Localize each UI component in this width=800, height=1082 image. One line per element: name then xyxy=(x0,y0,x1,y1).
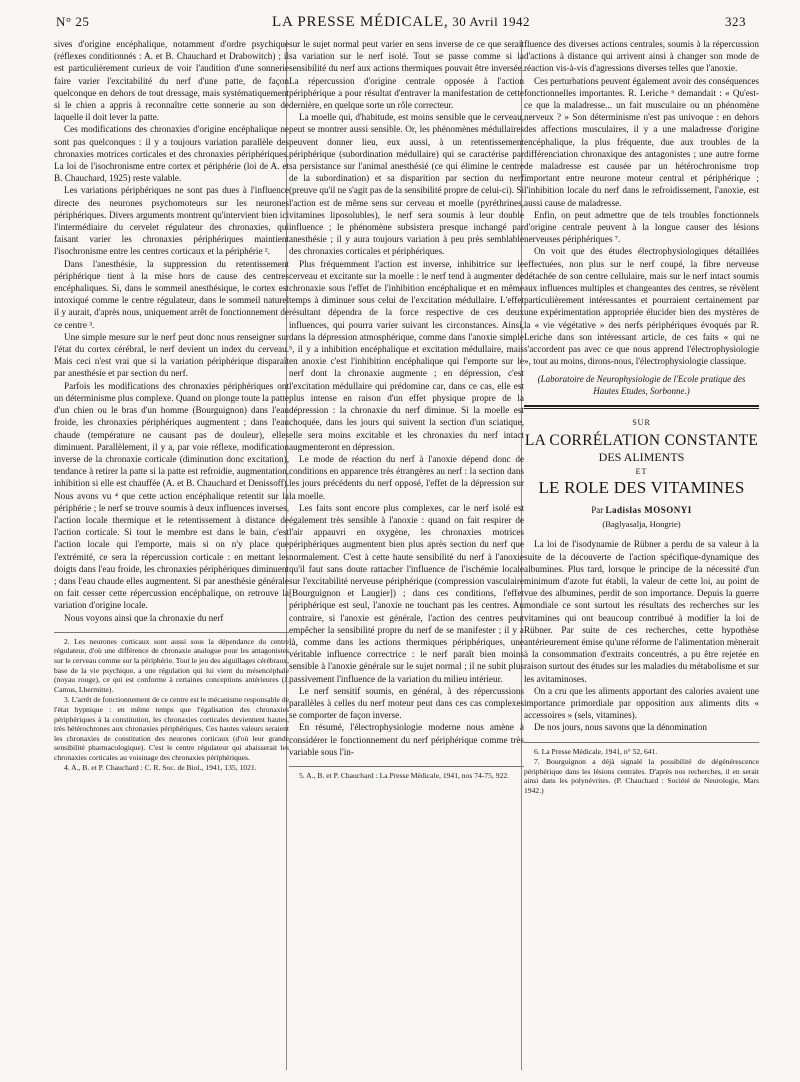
article-separator xyxy=(524,405,759,409)
paragraph: On voit que des études électrophysiologiques détaillées effectuées, non plus sur le nerf coupé, la fibre nerveuse détachée de son centre cellulaire, mais sur le nerf intact soumis aux influences multiples et changeantes des centres, se révèlent particulièrement intéressantes et pourraient certainement par une expérimentation appropriée élucider bien des mystères de la « vie végétative » des nerfs périphériques évoqués par R. Leriche dans son intéressant article, de ces faits « qui ne s'accordent pas avec ce que nous apprend l'électrophysiologie », tout au moins, dirons-nous, l'électrophysiologie classique. xyxy=(524,246,759,367)
paragraph: Les variations périphériques ne sont pas dues à l'influence directe des neurones psychomoteurs sur les neurones périphériques. Divers arguments montrent qu'intervient bien ici l'intermédiaire du cervelet régulateur des chronaxies, qui faisant varier les chronaxies périphériques maintient l'isochronisme entre les centres corticaux et la périphérie ². xyxy=(54,185,289,257)
footnote: 4. A., B. et P. Chauchard : C. R. Soc. de Biol., 1941, 135, 1021. xyxy=(64,763,257,773)
paragraph: Une simple mesure sur le nerf peut donc nous renseigner sur l'état du cortex cérébral, le nerf devient un index du cerveau. Mais ceci n'est vrai que si la variation périphérique disparaît par anesthésie et par section du nerf. xyxy=(54,331,289,379)
paragraph: Enfin, on peut admettre que de tels troubles fonctionnels d'origine centrale peuvent à la longue causer des lésions nerveuses périphériques ⁷. xyxy=(524,209,759,245)
footnotes xyxy=(524,742,759,796)
paragraph: La loi de l'isodynamie de Rübner a perdu de sa valeur à la suite de la découverte de l'action spécifique-dynamique des albumines. Plus tard, lorsque le principe de la nécessité d'un minimum d'azote fut établi, la valeur de cette loi, au point de vue des albumines, perdit de son importance. Depuis la guerre mondiale ce sont surtout les résultats des recherches sur les vitamines qui ont beaucoup contribué à modifier la loi de Rübner. Par suite de ces recherches, cette hypothèse antérieurement émise qu'une réforme de l'alimentation mènerait à la consommation d'extraits concentrés, a pu être rejetée en raison surtout des études sur les maladies du métabolisme et sur les avitaminoses. xyxy=(524,539,759,684)
paragraph: fluence des diverses actions centrales, soumis à la répercussion d'actions à distance qui arrivent ainsi à changer son mode de réaction vis-à-vis d'agressions diverses telles que l'anoxie. xyxy=(524,39,759,74)
paragraph: Dans l'anesthésie, la suppression du retentissement périphérique tient à la mise hors de cause des centres encéphaliques. Si, dans le sommeil anesthésique, le cortex est intoxiqué comme le centre régulateur, dans le sommeil naturel il y aurait, d'après nous, uniquement arrêt de fonctionnement de ce centre ³. xyxy=(54,258,289,330)
article-heading xyxy=(524,417,759,530)
column-2 xyxy=(289,38,524,782)
paragraph: Le mode de réaction du nerf à l'anoxie dépend donc de conditions en apparence très étrangères au nerf : la section dans les jours précédents du nerf opposé, l'effet de la dépression sur la moelle. xyxy=(289,453,524,501)
paragraph: On a cru que les aliments apportant des calories avaient une importance primordiale par opposition aux aliments dits « accessoires » (sels, vitamines). xyxy=(524,685,759,721)
paragraph: Les faits sont encore plus complexes, car le nerf isolé est également très sensible à l'anoxie : quand on fait respirer de l'air appauvri en oxygène, les chronaxies motrices périphériques augmentent bien plus après section du nerf que normalement. C'est à cette haute sensibilité du nerf à l'anoxie qu'il faut sans doute rattacher l'influence de l'ischémie locale sur l'excitabilité nerveuse périphérique (compression vasculaire [Bourguignon et Laugier]) ; dans ces conditions, l'effet périphérique est seul, l'anoxie ne touchant pas les centres. Au contraire, si l'anoxie est générale, l'action des centres peut empêcher la sensibilité propre du nerf de se manifester ; il y a là, comme dans les actions thermiques périphériques, une véritable influence correctrice : le nerf paraît bien moins sensible à l'anoxie générale sur le sujet normal ; il ne subit plus passivement l'influence de la variation du milieu intérieur. xyxy=(289,502,524,684)
paragraph: Parfois les modifications des chronaxies périphériques ont un déterminisme plus complexe. Quand on plonge toute la patte d'un chien ou le bras d'un homme (Bourguignon) dans l'eau froide, les chronaxies périphériques augmentent ; dans l'eau chaude (température ne causant pas de douleur), elles diminuent. Parallèlement, il y a, par voie réflexe, modification inverse de la chronaxie corticale (diminution donc excitation), tendance à retirer la patte si la patte est refroidie, augmentation, inhibition si elle est chauffée (A. et B. Chauchard et Denissoff). Nous avons vu ⁴ que cette action encéphalique retentit sur la périphérie ; le nerf se trouve soumis à deux influences inverses, l'action locale thermique et le retentissement à distance de l'action corticale. Si tout le membre est dans le bain, c'est l'action locale qui l'emporte, mais si on n'y place que l'extrémité, ce sera la répercussion corticale : en mettant les doigts dans l'eau froide, les chronaxies périphériques diminuent ; dans l'eau chaude elles augmentent. Si par anesthésie générale on fait cesser cette répercussion encéphalique, on retrouve la variation d'origine locale. xyxy=(54,380,289,611)
issue-date: 30 Avril 1942 xyxy=(452,14,530,29)
footnote: 6. La Presse Médicale, 1941, n° 52, 641. xyxy=(534,746,658,756)
footnotes xyxy=(54,632,289,773)
paragraph: Nous voyons ainsi que la chronaxie du nerf xyxy=(64,612,224,623)
footnote: 7. Bourguignon a déjà signalé la possibilité de dégénérescence périphérique dans les lésions centrales. D'après nos recherches, il en serait ainsi dans les polynévrites. (P. Chauchard : Société de Neurologie, Mars 1942.) xyxy=(524,757,759,795)
affiliation-credit: (Laboratoire de Neurophysiologie de l'Ecole pratique des Hautes Etudes, Sorbonne.) xyxy=(537,374,746,397)
paragraph: Ces perturbations peuvent également avoir des conséquences fonctionnelles importantes. R. Leriche ⁶ demandait : « Qu'est-ce que la maladresse... un fait musculaire ou un phénomène nerveux ? » Son déterminisme n'est pas univoque : en dehors des affections musculaires, il y a une maladresse d'origine encéphalique, la plus fréquente, due aux troubles de la différenciation chronaxique des antagonistes ; une autre forme de maladresse est causée par un hétérochronisme trop important entre neurone moteur central et périphérique ; l'inhibition locale du nerf dans le refroidissement, l'anoxie, est aussi cause de maladresse. xyxy=(524,75,759,208)
footnote: 2. Les neurones corticaux sont aussi sous la dépendance du centre régulateur, d'où une différence de chronaxie analogue pour les antagonistes sur le cerveau comme sur la périphérie. Tout le jeu des aiguillages cérébraux, base de la vie psychique, a une régulation qui lui vient du mésencéphale (noyau rouge), ce qui est conforme à certaines conceptions antérieures (J. Camus, Lhermitte). xyxy=(54,636,289,694)
byline xyxy=(524,504,759,516)
author-name: Ladislas MOSONYI xyxy=(605,504,692,515)
page-header xyxy=(56,14,746,32)
footnote: 3. L'arrêt de fonctionnement de ce centre est le mécanisme responsable de l'état hypnique : en même temps que l'égalisation des chronaxies périphériques à la constitution, les chronaxies corticales deviennent hautes, très hétérochrones aux chronaxies périphériques. Ces hautes valeurs seraient les chronaxies de constitution des neurones corticaux (d'où leur grande sensibilité pharmacologique). C'est le centre régulateur qui abaisserait les chronaxies corticales au voisinage des chronaxies périphériques. xyxy=(54,695,289,762)
article-title-line-3: LE ROLE DES VITAMINES xyxy=(538,477,745,497)
footnotes xyxy=(289,766,524,781)
paragraph: En résumé, l'électrophysiologie moderne nous amène à considérer le fonctionnement du nerf périphérique comme très variable sous l'in- xyxy=(289,722,524,757)
byline-prefix: Par xyxy=(591,504,604,515)
page-number: 323 xyxy=(725,14,746,29)
column-3 xyxy=(524,38,759,797)
heading-sur: SUR xyxy=(632,418,651,428)
footnote: 5. A., B. et P. Chauchard : La Presse Médicale, 1941, nos 74-75, 922. xyxy=(299,770,510,780)
paragraph: Ces modifications des chronaxies d'origine encéphalique ne sont pas quelconques : il y a toujours variation parallèle des chronaxies motrices corticales et des chronaxies périphériques. La loi de l'isochronisme entre cortex et périphérie (loi de A. et B. Chauchard, 1925) reste valable. xyxy=(54,124,289,184)
journal-title: LA PRESSE MÉDICALE, xyxy=(272,14,449,30)
author-affiliation: (Baglyasalja, Hongrie) xyxy=(602,519,681,530)
paragraph: sives d'origine encéphalique, notamment d'ordre psychique (réflexes conditionnés : A. et B. Chauchard et Drabowitch) ; il est particulièrement curieux de voir l'audition d'une sonnerie faire varier l'excitabilité du nerf d'une patte, de façon quelconque en dehors de tout dressage, mais systématiquement si le chien a appris à reconnaître cette sonnerie au son de laquelle il doit lever la patte. xyxy=(54,39,289,123)
journal-masthead xyxy=(56,14,746,31)
paragraph: La moelle qui, d'habitude, est moins sensible que le cerveau, peut se montrer aussi sensible. Or, les phénomènes médullaires peuvent donner lieu, eux aussi, à un retentissement périphérique (subordination médullaire) qui se caractérise par sa persistance sur l'animal anesthésié (ce qui élimine le centre de la subordination) et sa disparition par section du nerf (preuve qu'il ne s'agit pas de la sensibilité propre de celui-ci). Si l'action est de même sens sur cerveau et moelle (pyréthrines, vitamines liposolubles), le nerf sera soumis à leur double influence ; le phénomène subsistera presque inchangé par anesthésie ; il y aura toujours variation à peu près semblable des chronaxies corticales et périphériques. xyxy=(289,112,524,257)
article-title-line-1: LA CORRÉLATION CONSTANTE xyxy=(524,431,759,449)
column-1 xyxy=(54,38,289,774)
heading-et: ET xyxy=(635,466,648,476)
paragraph: sur le sujet normal peut varier en sens inverse de ce que serait sa variation sur le nerf isolé. Tout se passe comme si la sensibilité du nerf aux actions thermiques pouvait être inversée. La répercussion d'origine centrale opposée à l'action périphérique a pour résultat d'entraver la manifestation de cette dernière, en quelque sorte un rôle correcteur. xyxy=(289,39,524,111)
issue-number: N° 25 xyxy=(56,14,90,29)
paragraph: Plus fréquemment l'action est inverse, inhibitrice sur le cerveau et excitante sur la moelle : le nerf tend à augmenter de chronaxie sous l'effet de l'inhibition encéphalique et en même temps à diminuer sous celui de l'excitation médullaire. L'effet résultant dépendra de la force respective de ces deux influences, qui pourra varier suivant les circonstances. Ainsi, dans la dépression atmosphérique, comme dans l'anoxie simple ⁵, il y a inhibition encéphalique et excitation médullaire, mais en anoxie c'est l'inhibition encéphalique qui l'emporte sur le nerf dont la chronaxie augmente ; en dépression, c'est l'excitation médullaire qui prédomine car, dans ce cas, elle est plus intense en raison d'un effet physique propre de la dépression : la chronaxie du nerf diminue. Si la moelle est choquée, dans les jours qui suivent la section d'un sciatique, elle sera moins excitable et les chronaxies du nerf intact augmenteront en dépression. xyxy=(289,258,524,452)
paragraph: Le nerf sensitif soumis, en général, à des répercussions parallèles à celles du nerf moteur peut dans ces cas complexes se comporter de façon inverse. xyxy=(289,685,524,721)
article-title-line-2: DES ALIMENTS xyxy=(598,449,685,464)
paragraph: De nos jours, nous savons que la dénomination xyxy=(534,722,708,733)
